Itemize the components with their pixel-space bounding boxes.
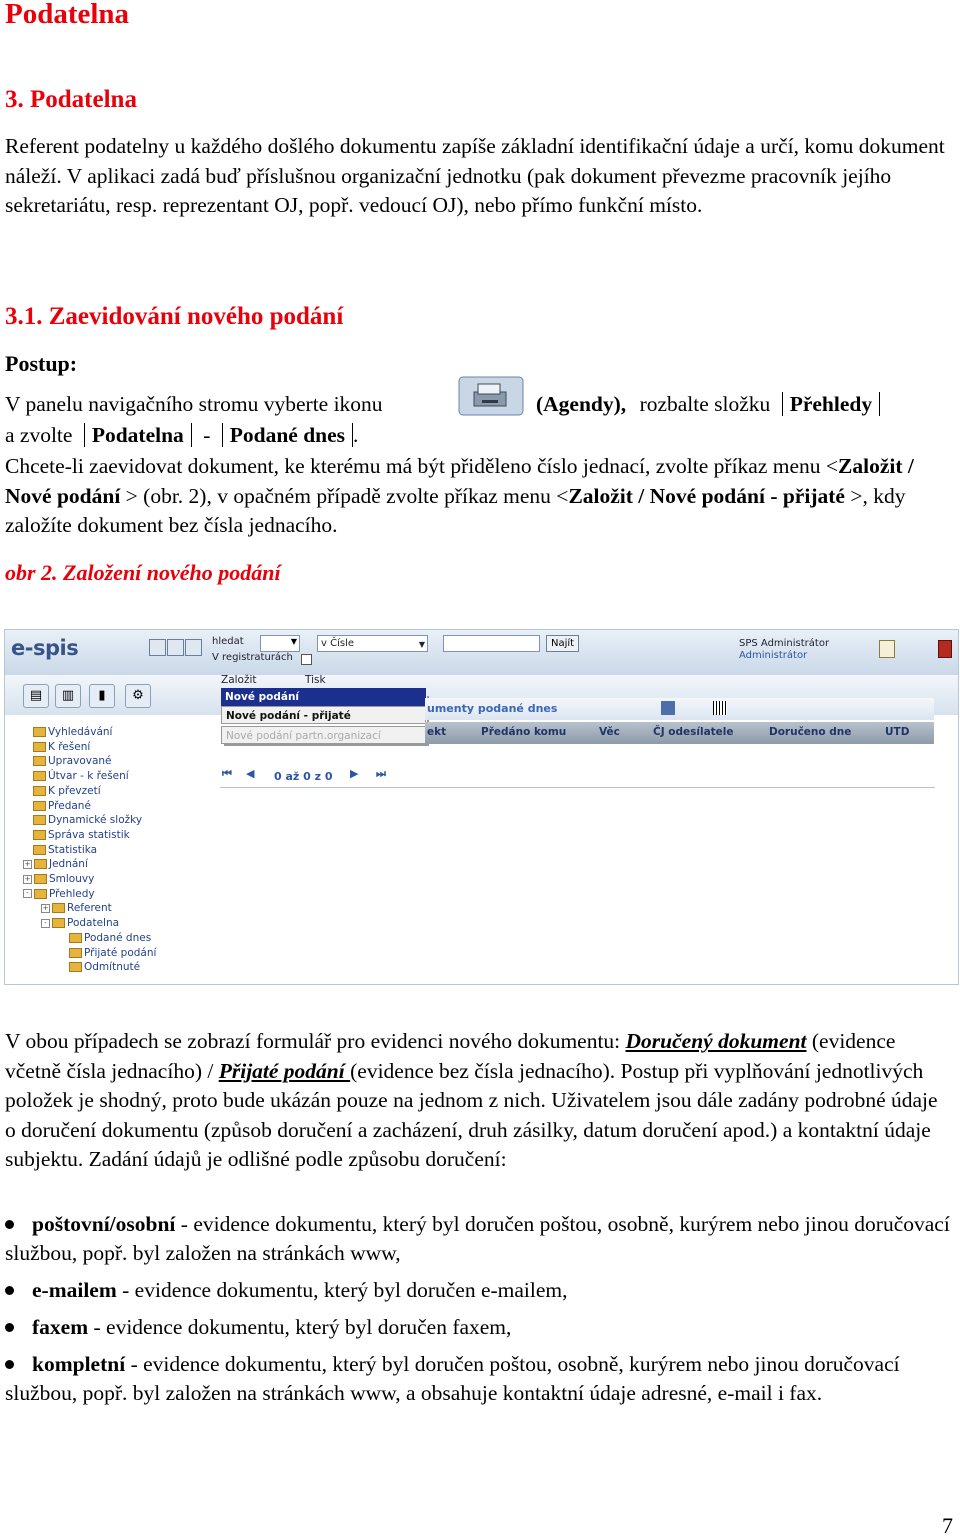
- tree-item[interactable]: [69, 932, 151, 944]
- postup-label: Postup:: [5, 351, 78, 376]
- folder-icon: [33, 786, 46, 796]
- folder-icon: [52, 918, 65, 928]
- folder-icon: [33, 801, 46, 811]
- folder-icon: [34, 859, 47, 869]
- text: V obou případech se zobrazí formulář pro evidenci nového dokumentu:: [5, 1029, 626, 1053]
- tree-item[interactable]: [33, 741, 90, 753]
- statistics-nav-icon[interactable]: ▮: [89, 684, 115, 708]
- toolbar-icon[interactable]: [149, 639, 166, 656]
- tree-item[interactable]: [33, 800, 91, 812]
- tree-item-label: Vyhledávání: [48, 726, 113, 738]
- pager: [220, 767, 935, 788]
- tree-item-label: Předané: [48, 799, 91, 812]
- text: (evidence včetně čísla jednacího) /: [5, 1029, 896, 1083]
- tree-item[interactable]: [23, 858, 88, 870]
- agendy-icon: [458, 376, 524, 416]
- first-page-icon[interactable]: ⏮: [222, 767, 232, 780]
- column-header[interactable]: Doručeno dne: [769, 726, 852, 738]
- tree-item-label: Dynamické složky: [48, 814, 143, 827]
- folder-icon: [69, 933, 82, 943]
- tree-item-label: Útvar - k řešení: [48, 770, 129, 783]
- step-line-1: [5, 392, 383, 417]
- prehledy-box: Přehledy: [782, 392, 880, 416]
- settings-nav-icon[interactable]: ⚙: [125, 684, 151, 708]
- dash: -: [203, 423, 211, 447]
- step-text: > (obr. 2), v opačném případě zvolte příkaz menu <: [120, 483, 569, 508]
- tab-title: umenty podané dnes: [427, 702, 558, 715]
- bullet-dot: [5, 1286, 14, 1295]
- agendy-nav-icon[interactable]: ▤: [23, 684, 49, 708]
- folder-icon: [33, 727, 46, 737]
- folder-icon: [33, 830, 46, 840]
- column-header[interactable]: Věc: [599, 726, 620, 738]
- bullet-item: [5, 1350, 950, 1408]
- tree-item-label: K převzetí: [48, 784, 101, 797]
- folder-icon: [69, 962, 82, 972]
- find-button[interactable]: Najít: [546, 635, 579, 652]
- search-input[interactable]: [443, 635, 540, 652]
- tree-item-label: Upravované: [48, 755, 112, 768]
- app-logo: e-spis: [11, 636, 79, 660]
- tree-item-label: Smlouvy: [49, 873, 95, 885]
- bullet-text: - evidence dokumentu, který byl doručen poštou, osobně, kurýrem nebo jinou doručovací službou, popř. byl založen na stránkách www, a obsahuje kontaktní údaje adresné, e-mail i fax.: [5, 1352, 900, 1405]
- expand-icon[interactable]: +: [24, 859, 31, 868]
- folder-icon: [52, 903, 65, 913]
- tree-item-label: Referent: [67, 902, 112, 915]
- folder-icon: [33, 756, 46, 766]
- tree-item-label: Podatelna: [67, 917, 120, 930]
- step-paragraph: [5, 452, 955, 541]
- tree-item[interactable]: [41, 917, 119, 929]
- folder-icon: [33, 742, 46, 752]
- user-role: Administrátor: [739, 650, 808, 661]
- tree-item[interactable]: [23, 888, 95, 900]
- logout-icon[interactable]: [938, 640, 952, 658]
- page-title: Podatelna: [5, 0, 130, 30]
- tree-item-label: Přehledy: [49, 887, 95, 900]
- tree-item[interactable]: [33, 785, 101, 797]
- bullet-term: faxem: [32, 1315, 89, 1339]
- bullet-dot: [5, 1323, 14, 1332]
- bullet-item: [5, 1276, 950, 1305]
- folder-icon: [33, 815, 46, 825]
- app-screenshot: [4, 629, 959, 985]
- tree-item[interactable]: [33, 829, 130, 841]
- search-label: hledat: [212, 636, 244, 647]
- step-text: rozbalte složku: [639, 392, 771, 416]
- list-tab[interactable]: [425, 698, 934, 720]
- toolbar-icon[interactable]: [167, 639, 184, 656]
- tree-item[interactable]: [33, 814, 142, 826]
- doruceny-dokument-link: Doručený dokument: [625, 1029, 807, 1053]
- step-text: a zvolte: [5, 423, 73, 447]
- bullet-term: poštovní/osobní: [32, 1212, 176, 1236]
- text: (evidence bez čísla jednacího). Postup při vyplňování jednotlivých položek je shodný, proto bude ukázán pouze na jednom z nich. Uživatelem jsou dále zadány podrobné údaje o doručení dokumentu (způsob doručení a zacházení, druh zásilky, datum doručení apod.) a kontaktní údaje subjektu. Zadání údajů je odlišné podle způsobu doručení:: [5, 1058, 938, 1171]
- column-header[interactable]: UTD: [885, 726, 910, 738]
- barcode-icon[interactable]: [713, 701, 727, 715]
- column-header[interactable]: ekt: [427, 726, 447, 738]
- help-icon[interactable]: [879, 640, 895, 658]
- figure-caption: obr 2. Založení nového podání: [5, 560, 281, 585]
- podane-dnes-box: Podané dnes: [222, 423, 353, 447]
- tree-item[interactable]: [33, 726, 112, 738]
- tree-item-label: Podané dnes: [84, 931, 152, 944]
- section-heading: 3. Podatelna: [5, 86, 137, 113]
- tree-item[interactable]: [41, 902, 112, 914]
- tree-item[interactable]: [23, 873, 94, 885]
- expand-icon[interactable]: +: [24, 874, 31, 883]
- tree-item-label: Správa statistik: [48, 828, 130, 841]
- step-text: >, kdy založíte dokument bez čísla jednacího.: [5, 483, 906, 537]
- expand-icon[interactable]: -: [41, 919, 50, 928]
- prev-page-icon[interactable]: ◀: [246, 767, 255, 780]
- bullet-dot: [5, 1360, 14, 1369]
- prijate-podani-link: Přijaté podání: [218, 1058, 351, 1083]
- bullet-term: kompletní: [32, 1352, 126, 1376]
- expand-icon[interactable]: -: [23, 889, 32, 898]
- tree-item[interactable]: [33, 770, 129, 782]
- pager-text: 0 až 0 z 0: [274, 770, 333, 783]
- tree-item[interactable]: [33, 844, 97, 856]
- user-name: SPS Administrátor: [739, 638, 830, 649]
- step-text: V panelu navigačního stromu vyberte ikonu: [5, 392, 383, 416]
- step-line-1b: [536, 392, 880, 417]
- documents-nav-icon[interactable]: ▥: [55, 684, 81, 708]
- subsection-heading: 3.1. Zaevidování nového podání: [5, 303, 344, 330]
- tree-item[interactable]: [33, 755, 112, 767]
- menu-zalozit[interactable]: Založit: [221, 674, 257, 686]
- tree-item-label: K řešení: [48, 740, 91, 753]
- folder-icon: [33, 845, 46, 855]
- column-header[interactable]: ČJ odesílatele: [653, 726, 734, 738]
- folder-icon: [33, 771, 46, 781]
- bullet-dot: [5, 1220, 14, 1229]
- bullet-text: - evidence dokumentu, který byl doručen e-mailem,: [116, 1278, 568, 1302]
- menu-path: Založit / Nové podání: [5, 454, 914, 508]
- folder-icon: [34, 889, 47, 899]
- search-select[interactable]: ▼: [260, 635, 300, 652]
- tree-item[interactable]: [69, 947, 156, 959]
- toolbar-icon[interactable]: [185, 639, 202, 656]
- tree-item-label: Přijaté podání: [84, 946, 157, 959]
- bullet-term: e-mailem: [32, 1278, 117, 1302]
- table-header: [425, 722, 934, 744]
- tree-item[interactable]: [69, 961, 140, 973]
- last-page-icon[interactable]: ⏭: [376, 767, 386, 780]
- tree-item-label: Odmítnuté: [84, 961, 141, 974]
- bullet-item: [5, 1313, 950, 1342]
- menu-tisk[interactable]: Tisk: [305, 674, 326, 686]
- folder-icon: [69, 948, 82, 958]
- filter-icon[interactable]: [661, 701, 675, 715]
- column-header[interactable]: Předáno komu: [481, 726, 567, 738]
- zalozit-menu: [221, 674, 426, 744]
- menu-item-nove-podani-partn[interactable]: Nové podání partn.organizací: [221, 726, 426, 744]
- intro-paragraph: Referent podatelny u každého došlého dokumentu zapíše základní identifikační údaje a určí, komu dokument náleží. V aplikaci zadá buď příslušnou organizační jednotku (pak dokument převezme pracovník jejího sekretariátu, resp. reprezentant OJ, popř. vedoucí OJ), nebo přímo funkční místo.: [5, 134, 945, 217]
- search-scope-select[interactable]: v Čísle ▼: [317, 635, 428, 652]
- registry-checkbox[interactable]: [301, 654, 312, 665]
- menu-path: Založit / Nové podání - přijaté: [568, 483, 845, 508]
- folder-icon: [34, 874, 47, 884]
- bullet-text: - evidence dokumentu, který byl doručen poštou, osobně, kurýrem nebo jinou doručovací službou, popř. byl založen na stránkách www,: [5, 1212, 950, 1265]
- bullet-item: [5, 1210, 950, 1268]
- step-text: Chcete-li zaevidovat dokument, ke kterému má být přiděleno číslo jednací, zvolte příkaz menu <: [5, 454, 839, 478]
- podatelna-box: Podatelna: [84, 423, 192, 447]
- registry-label: V registraturách: [212, 652, 293, 663]
- menu-item-nove-podani-prijate[interactable]: Nové podání - přijaté: [221, 706, 426, 724]
- agendy-label: (Agendy),: [536, 392, 627, 416]
- search-scope-value: v Čísle: [321, 638, 354, 649]
- bullet-text: - evidence dokumentu, který byl doručen faxem,: [88, 1315, 512, 1339]
- page-number: 7: [942, 1513, 953, 1538]
- tree-item-label: Jednání: [49, 858, 88, 871]
- step-line-2: [5, 423, 358, 448]
- tree-item-label: Statistika: [48, 843, 98, 856]
- menu-item-nove-podani[interactable]: Nové podání: [221, 688, 426, 706]
- para-2: [5, 1027, 950, 1175]
- next-page-icon[interactable]: ▶: [350, 767, 359, 780]
- period: .: [353, 423, 359, 447]
- expand-icon[interactable]: +: [42, 903, 49, 912]
